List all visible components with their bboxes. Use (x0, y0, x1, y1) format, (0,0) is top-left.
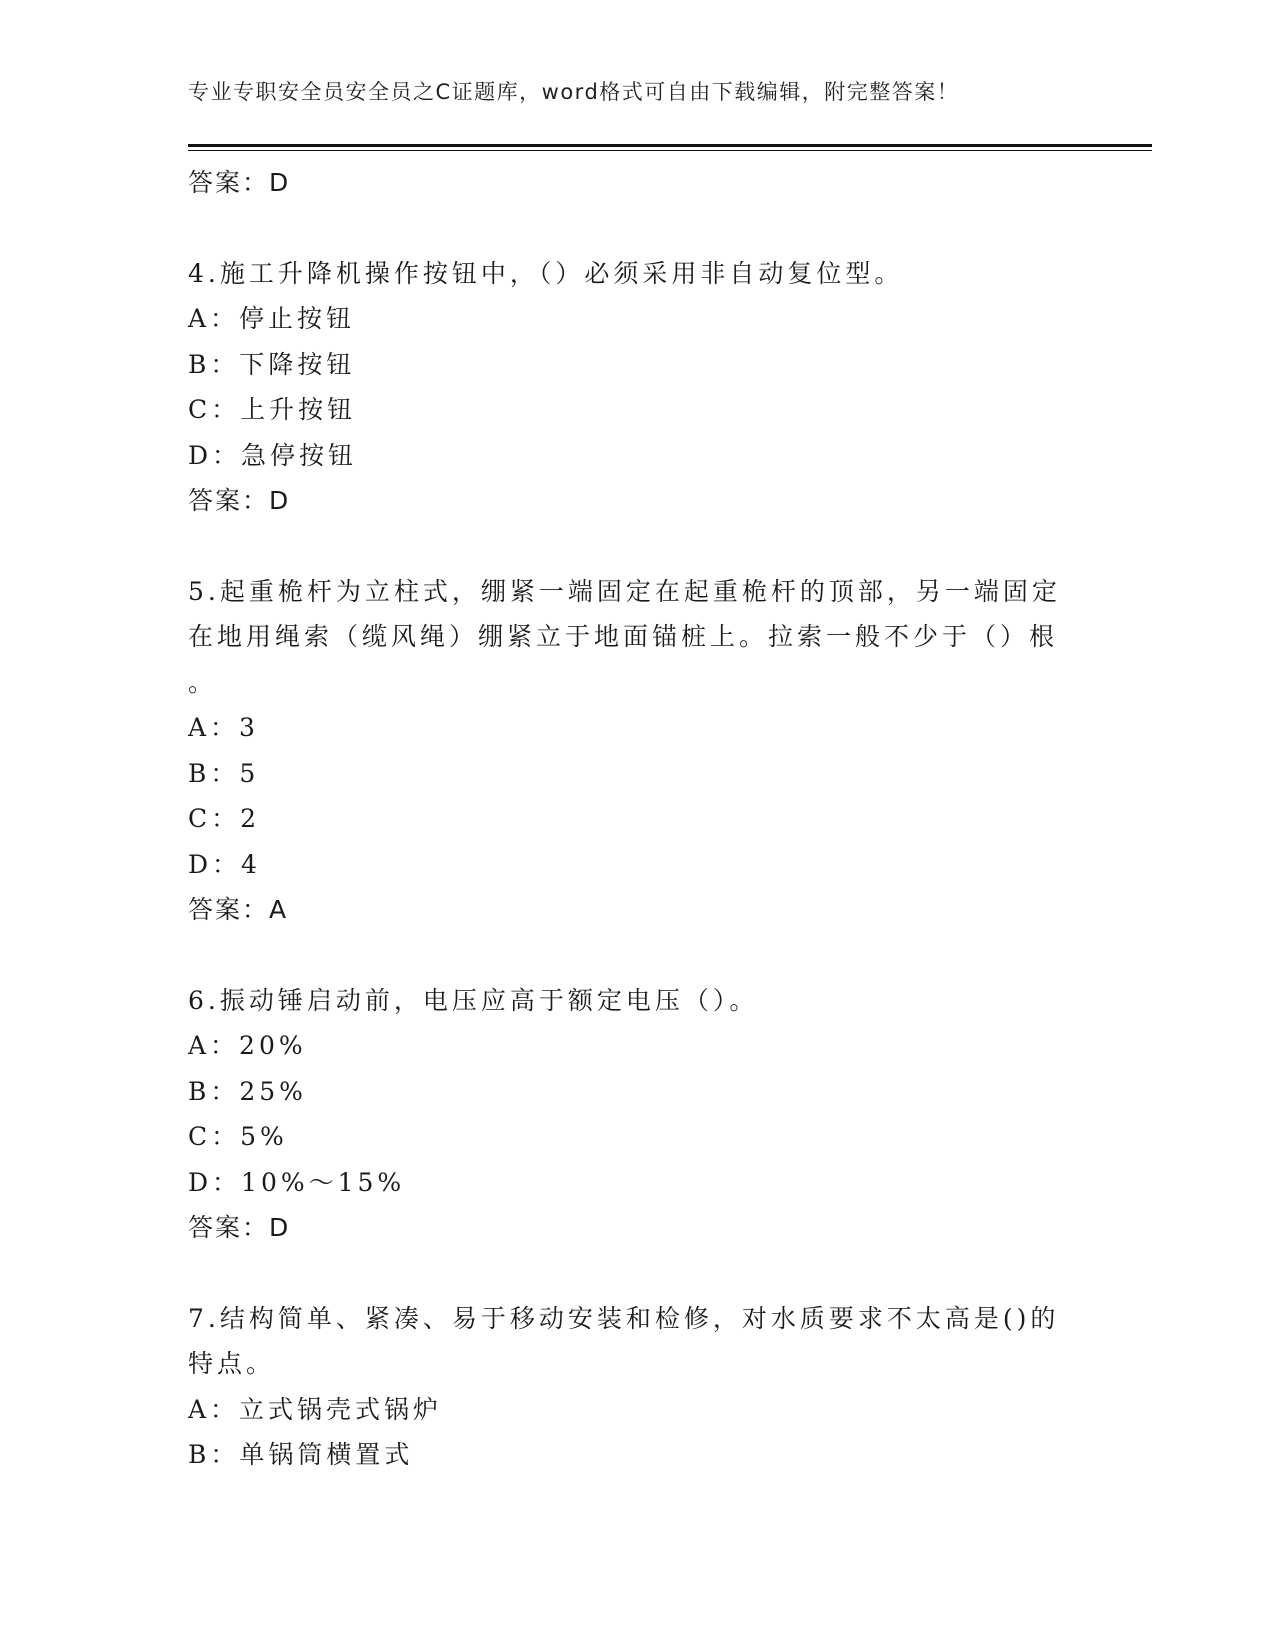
option-a: A：20% (188, 1031, 307, 1060)
header-rule-thick (188, 144, 1152, 147)
option-a: A：立式锅壳式锅炉 (188, 1394, 443, 1424)
spacer (188, 1251, 1068, 1296)
option-a: A：3 (188, 713, 259, 742)
question-stem-cont: 。 (188, 667, 218, 697)
option-d: D：4 (188, 849, 261, 879)
question-7 (188, 1296, 1068, 1478)
question-stem-cont: 特点。 (188, 1349, 276, 1378)
option-d: D：急停按钮 (188, 440, 358, 470)
spacer (188, 933, 1068, 978)
answer-line: 答案：D (188, 1213, 291, 1242)
question-stem: 7.结构简单、紧凑、易于移动安装和检修，对水质要求不太高是()的 (188, 1303, 1060, 1333)
option-b: B：25% (188, 1076, 307, 1106)
answer-line: 答案：A (188, 895, 289, 924)
question-stem: 5.起重桅杆为立柱式，绷紧一端固定在起重桅杆的顶部，另一端固定 (188, 576, 1061, 606)
answer-line: 答案：D (188, 486, 291, 515)
document-body (188, 160, 1068, 1478)
option-b: B：下降按钮 (188, 349, 356, 379)
option-b: B：5 (188, 758, 260, 788)
question-stem-cont: 在地用绳索（缆风绳）绷紧立于地面锚桩上。拉索一般不少于（）根 (188, 622, 1059, 651)
question-6 (188, 978, 1068, 1251)
option-d: D：10%～15% (188, 1167, 406, 1197)
option-b: B：单锅筒横置式 (188, 1440, 414, 1469)
spacer (188, 206, 1068, 251)
question-5 (188, 569, 1068, 933)
option-a: A：停止按钮 (188, 304, 356, 333)
page-header: 专业专职安全员安全员之C证题库，word格式可自由下载编辑，附完整答案！ (188, 80, 960, 104)
question-4 (188, 251, 1068, 524)
spacer (188, 524, 1068, 569)
option-c: C：2 (188, 804, 261, 833)
option-c: C：5% (188, 1122, 288, 1151)
header-rule-thin (188, 150, 1152, 151)
answer-line: 答案：D (188, 168, 291, 197)
option-c: C：上升按钮 (188, 395, 357, 424)
question-stem: 4.施工升降机操作按钮中，（）必须采用非自动复位型。 (188, 258, 904, 288)
question-stem: 6.振动锤启动前，电压应高于额定电压（）。 (188, 985, 759, 1015)
